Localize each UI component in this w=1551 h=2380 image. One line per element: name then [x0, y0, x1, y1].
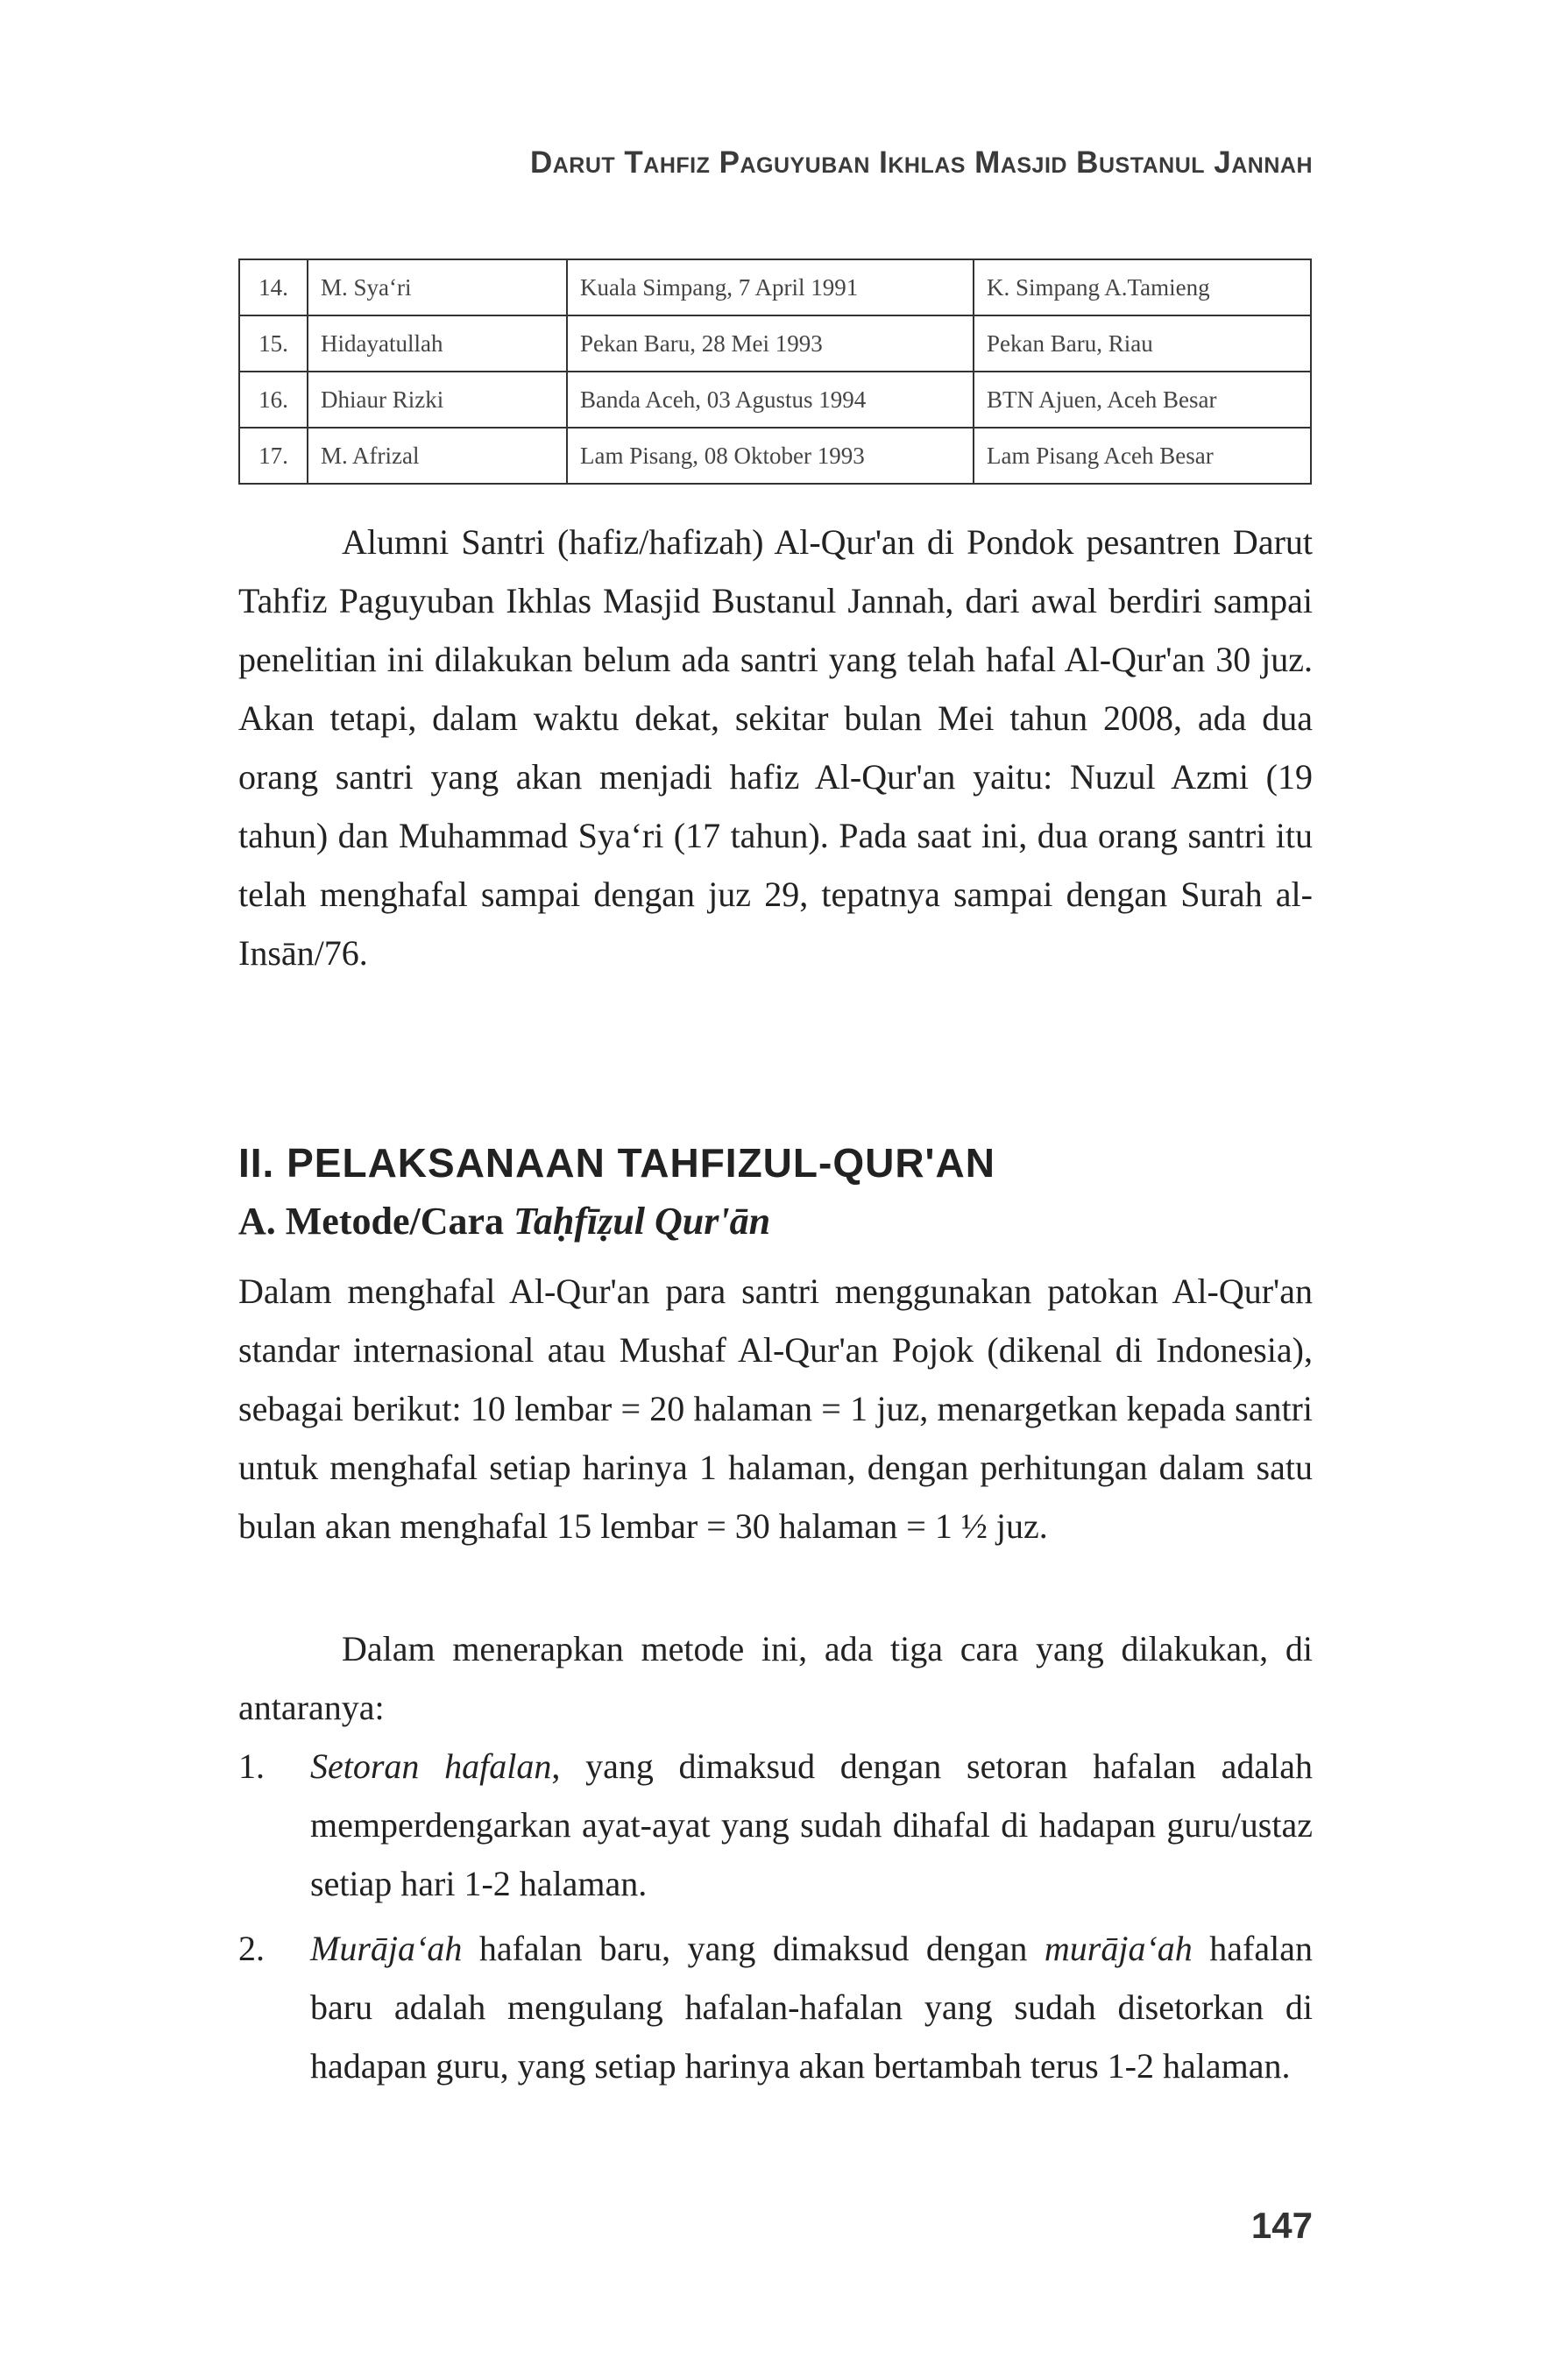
list-text: hafalan baru adalah mengulang hafalan-hafalan yang sudah disetorkan di hadapan guru, yang setiap harinya akan bertambah terus 1-2 halaman.	[310, 1929, 1313, 2086]
list-term: murāja‘ah	[1044, 1929, 1193, 1968]
birth-place-date: Kuala Simpang, 7 April 1991	[567, 259, 974, 315]
list-text: , yang dimaksud dengan setoran hafalan adalah memperdengarkan ayat-ayat yang sudah dihafal di hadapan guru/ustaz setiap hari 1-2 halaman.	[310, 1746, 1313, 1903]
student-name: M. Afrizal	[308, 428, 567, 484]
subsection-prefix: A. Metode/Cara	[238, 1200, 514, 1243]
method-intro-paragraph: Dalam menerapkan metode ini, ada tiga cara yang dilakukan, di antaranya:	[238, 1629, 1313, 1727]
birth-place-date: Banda Aceh, 03 Agustus 1994	[567, 372, 974, 428]
row-number: 16.	[239, 372, 308, 428]
address: Lam Pisang Aceh Besar	[974, 428, 1311, 484]
method-paragraph: Dalam menghafal Al-Qur'an para santri menggunakan patokan Al-Qur'an standar internasional atau Mushaf Al-Qur'an Pojok (dikenal di Indonesia), sebagai berikut: 10 lembar = 20 halaman = 1 juz, menargetkan kepada santri untuk menghafal setiap harinya 1 halaman, dengan perhitungan dalam satu bulan akan menghafal 15 lembar = 30 halaman = 1 ½ juz.	[238, 1271, 1313, 1546]
row-number: 15.	[239, 315, 308, 372]
address: K. Simpang A.Tamieng	[974, 259, 1311, 315]
subsection-heading	[238, 1199, 770, 1243]
subsection-italic-term: Taḥfīẓul Qur'ān	[513, 1200, 771, 1243]
section-heading: II. PELAKSANAAN TAHFIZUL-QUR'AN	[238, 1140, 995, 1186]
list-item	[238, 1919, 1313, 2095]
student-name: Dhiaur Rizki	[308, 372, 567, 428]
running-header: Darut Tahfiz Paguyuban Ikhlas Masjid Bustanul Jannah	[529, 145, 1313, 180]
table-row	[239, 428, 1311, 484]
table-row	[239, 372, 1311, 428]
list-term: Murāja‘ah	[310, 1929, 463, 1968]
table-row	[239, 259, 1311, 315]
list-text: hafalan baru, yang dimaksud dengan	[462, 1929, 1045, 1968]
birth-place-date: Lam Pisang, 08 Oktober 1993	[567, 428, 974, 484]
address: BTN Ajuen, Aceh Besar	[974, 372, 1311, 428]
list-content	[310, 1919, 1313, 2095]
student-table	[238, 259, 1312, 485]
list-number: 1.	[238, 1746, 265, 1786]
student-name: M. Sya‘ri	[308, 259, 567, 315]
address: Pekan Baru, Riau	[974, 315, 1311, 372]
birth-place-date: Pekan Baru, 28 Mei 1993	[567, 315, 974, 372]
row-number: 14.	[239, 259, 308, 315]
list-content	[310, 1737, 1313, 1913]
list-term: Setoran hafalan	[310, 1746, 552, 1786]
list-item	[238, 1737, 1313, 1913]
list-number: 2.	[238, 1929, 265, 1968]
table-row	[239, 315, 1311, 372]
row-number: 17.	[239, 428, 308, 484]
student-name: Hidayatullah	[308, 315, 567, 372]
page-number: 147	[1250, 2205, 1313, 2246]
alumni-paragraph: Alumni Santri (hafiz/hafizah) Al-Qur'an di Pondok pesantren Darut Tahfiz Paguyuban Ikhlas Masjid Bustanul Jannah, dari awal berdiri sampai penelitian ini dilakukan belum ada santri yang telah hafal Al-Qur'an 30 juz. Akan tetapi, dalam waktu dekat, sekitar bulan Mei tahun 2008, ada dua orang santri yang akan menjadi hafiz Al-Qur'an yaitu: Nuzul Azmi (19 tahun) dan Muhammad Sya‘ri (17 tahun). Pada saat ini, dua orang santri itu telah menghafal sampai dengan juz 29, tepatnya sampai dengan Surah al-Insān/76.	[238, 522, 1313, 973]
